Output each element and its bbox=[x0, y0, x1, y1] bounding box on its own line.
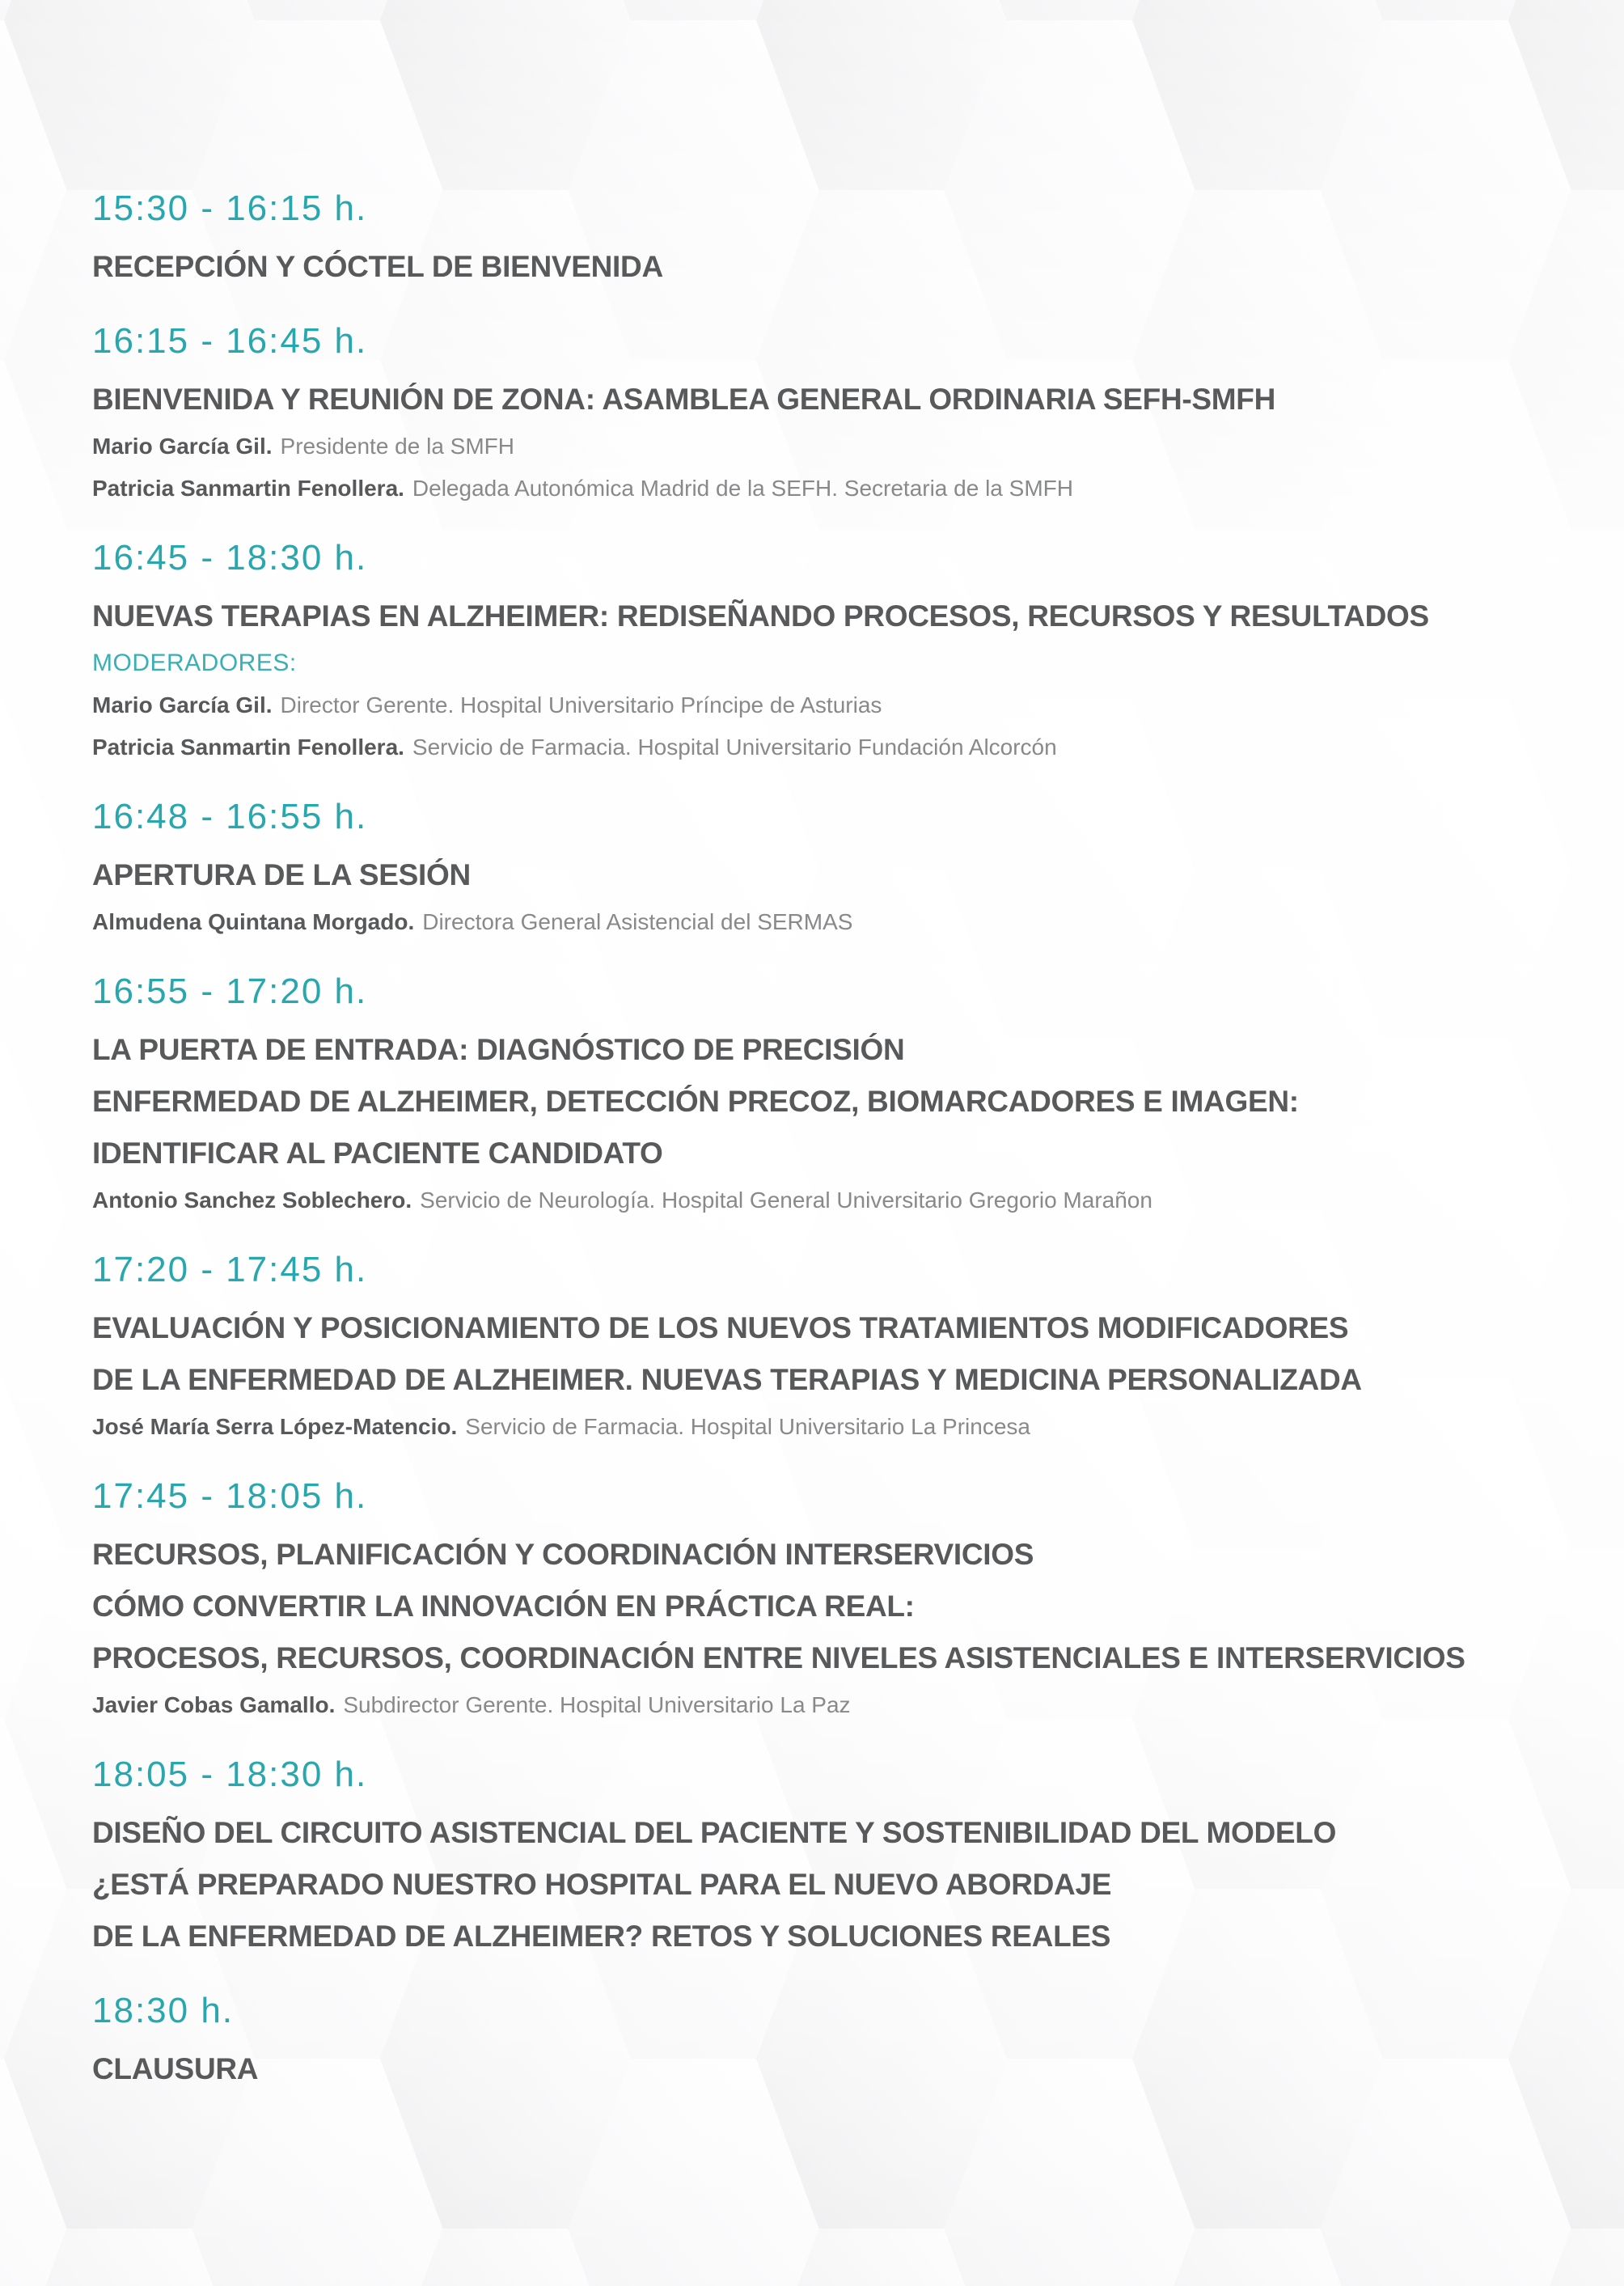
speaker-line bbox=[92, 1179, 1543, 1221]
session-title-line: IDENTIFICAR AL PACIENTE CANDIDATO bbox=[92, 1137, 663, 1170]
speaker-line bbox=[92, 901, 1543, 943]
speaker-name: Almudena Quintana Morgado. bbox=[92, 909, 415, 934]
speaker-name: José María Serra López-Matencio. bbox=[92, 1414, 458, 1439]
session-item bbox=[92, 1477, 1543, 1726]
session-time: 18:30 h. bbox=[92, 1991, 235, 2030]
session-title-line: BIENVENIDA Y REUNIÓN DE ZONA: ASAMBLEA GENERAL ORDINARIA SEFH-SMFH bbox=[92, 383, 1276, 416]
speaker-line bbox=[92, 1684, 1543, 1726]
session-item bbox=[92, 539, 1543, 768]
speaker-role: Servicio de Neurología. Hospital General Universitario Gregorio Marañon bbox=[420, 1187, 1152, 1213]
session-item bbox=[92, 189, 1543, 293]
speaker-role: Director Gerente. Hospital Universitario Príncipe de Asturias bbox=[280, 692, 882, 718]
speaker-line bbox=[92, 1406, 1543, 1448]
speaker-name: Javier Cobas Gamallo. bbox=[92, 1692, 336, 1717]
session-item bbox=[92, 1251, 1543, 1448]
session-time: 15:30 - 16:15 h. bbox=[92, 188, 368, 228]
speaker-line bbox=[92, 425, 1543, 468]
session-title-line: LA PUERTA DE ENTRADA: DIAGNÓSTICO DE PRECISIÓN bbox=[92, 1033, 905, 1066]
session-title-line: CLAUSURA bbox=[92, 2052, 259, 2085]
session-title-line: DISEÑO DEL CIRCUITO ASISTENCIAL DEL PACIENTE Y SOSTENIBILIDAD DEL MODELO bbox=[92, 1816, 1337, 1849]
session-title-line: NUEVAS TERAPIAS EN ALZHEIMER: REDISEÑANDO PROCESOS, RECURSOS Y RESULTADOS bbox=[92, 599, 1429, 633]
session-title-line: ¿ESTÁ PREPARADO NUESTRO HOSPITAL PARA EL NUEVO ABORDAJE bbox=[92, 1868, 1112, 1901]
session-title-line: EVALUACIÓN Y POSICIONAMIENTO DE LOS NUEVOS TRATAMIENTOS MODIFICADORES bbox=[92, 1311, 1349, 1344]
speaker-name: Patricia Sanmartin Fenollera. bbox=[92, 734, 404, 760]
speaker-name: Antonio Sanchez Soblechero. bbox=[92, 1187, 412, 1213]
session-title-line: CÓMO CONVERTIR LA INNOVACIÓN EN PRÁCTICA REAL: bbox=[92, 1590, 915, 1623]
session-title-line: DE LA ENFERMEDAD DE ALZHEIMER? RETOS Y SOLUCIONES REALES bbox=[92, 1920, 1111, 1953]
session-item bbox=[92, 322, 1543, 510]
session-item bbox=[92, 1755, 1543, 1962]
speaker-role: Presidente de la SMFH bbox=[280, 434, 514, 459]
agenda bbox=[92, 189, 1543, 2124]
session-title-line: PROCESOS, RECURSOS, COORDINACIÓN ENTRE NIVELES ASISTENCIALES E INTERSERVICIOS bbox=[92, 1641, 1465, 1674]
moderators-label: MODERADORES: bbox=[92, 650, 297, 676]
speaker-line bbox=[92, 684, 1543, 726]
session-item bbox=[92, 972, 1543, 1221]
session-time: 16:45 - 18:30 h. bbox=[92, 538, 368, 578]
session-time: 16:48 - 16:55 h. bbox=[92, 797, 368, 836]
session-time: 16:55 - 17:20 h. bbox=[92, 972, 368, 1011]
session-title-line: RECEPCIÓN Y CÓCTEL DE BIENVENIDA bbox=[92, 250, 663, 283]
speaker-line bbox=[92, 468, 1543, 510]
session-time: 17:20 - 17:45 h. bbox=[92, 1250, 368, 1289]
speaker-name: Patricia Sanmartin Fenollera. bbox=[92, 476, 404, 501]
session-item bbox=[92, 1992, 1543, 2095]
speaker-role: Delegada Autonómica Madrid de la SEFH. Secretaria de la SMFH bbox=[412, 476, 1073, 501]
session-title-line: ENFERMEDAD DE ALZHEIMER, DETECCIÓN PRECOZ, BIOMARCADORES E IMAGEN: bbox=[92, 1085, 1299, 1118]
session-time: 17:45 - 18:05 h. bbox=[92, 1476, 368, 1516]
session-title-line: RECURSOS, PLANIFICACIÓN Y COORDINACIÓN INTERSERVICIOS bbox=[92, 1538, 1034, 1571]
session-item bbox=[92, 798, 1543, 943]
speaker-role: Servicio de Farmacia. Hospital Universitario La Princesa bbox=[465, 1414, 1030, 1439]
speaker-line bbox=[92, 726, 1543, 768]
session-time: 16:15 - 16:45 h. bbox=[92, 321, 368, 361]
speaker-role: Servicio de Farmacia. Hospital Universitario Fundación Alcorcón bbox=[412, 734, 1057, 760]
session-time: 18:05 - 18:30 h. bbox=[92, 1755, 368, 1794]
speaker-name: Mario García Gil. bbox=[92, 692, 273, 718]
session-title-line: DE LA ENFERMEDAD DE ALZHEIMER. NUEVAS TERAPIAS Y MEDICINA PERSONALIZADA bbox=[92, 1363, 1362, 1396]
speaker-role: Subdirector Gerente. Hospital Universitario La Paz bbox=[343, 1692, 851, 1717]
speaker-name: Mario García Gil. bbox=[92, 434, 273, 459]
speaker-role: Directora General Asistencial del SERMAS bbox=[422, 909, 853, 934]
session-title-line: APERTURA DE LA SESIÓN bbox=[92, 858, 471, 891]
